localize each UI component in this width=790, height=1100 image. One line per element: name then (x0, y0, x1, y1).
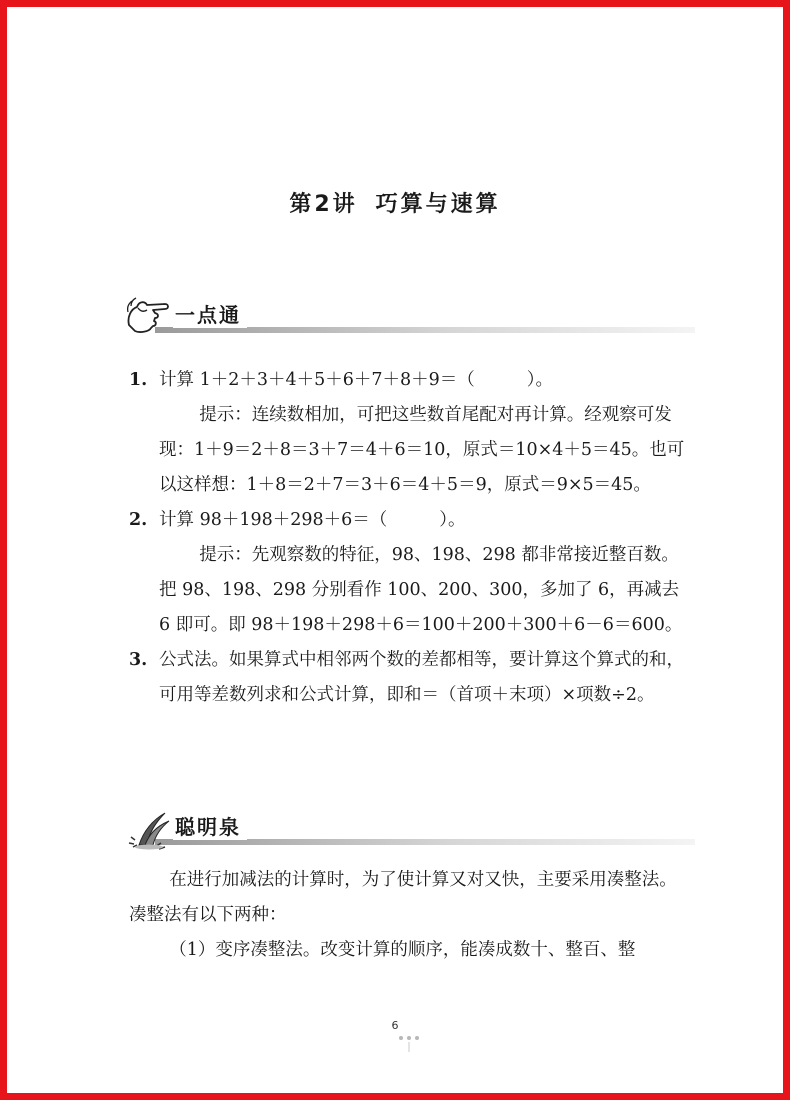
problem-hint: 提示：先观察数的特征，98、198、298 都非常接近整百数。把 98、198、298 分别看作 100、200、300，多加了 6，再减去 6 即可。即 98＋198＋298＋6＝100＋200＋300＋6－6＝600。 (159, 545, 683, 635)
fountain-icon (125, 807, 173, 851)
page-ornament-icon (389, 1034, 429, 1054)
problem-number: 2. (129, 510, 148, 530)
body-paragraph: （1）变序凑整法。改变计算的顺序，能凑成数十、整百、整 (169, 940, 636, 960)
chapter-title (7, 187, 783, 218)
problem-list (129, 363, 689, 713)
body-paragraph: 在进行加减法的计算时，为了使计算又对又快，主要采用凑整法。凑整法有以下两种： (129, 870, 677, 925)
section-label: 一点通 (173, 299, 247, 328)
lecture-title: 巧算与速算 (375, 192, 501, 217)
problem-item-2 (129, 503, 689, 643)
problem-hint: 提示：连续数相加，可把这些数首尾配对再计算。经观察可发现：1＋9＝2＋8＝3＋7＝4＋6＝10，原式＝10×4＋5＝45。也可以这样想：1＋8＝2＋7＝3＋6＝4＋5＝9，原式＝9×5＝45。 (159, 405, 685, 495)
section-label: 聪明泉 (173, 811, 247, 840)
problem-question: 计算 1＋2＋3＋4＋5＋6＋7＋8＋9＝（ ）。 (159, 370, 554, 390)
problem-question: 计算 98＋198＋298＋6＝（ ）。 (159, 510, 466, 530)
section-heading-yidiantong (125, 295, 695, 339)
page-number: 6 (391, 1019, 399, 1032)
problem-text: 公式法。如果算式中相邻两个数的差都相等，要计算这个算式的和，可用等差数列求和公式计算，即和＝（首项＋末项）×项数÷2。 (159, 650, 684, 705)
problem-number: 1. (129, 370, 148, 390)
pointing-hand-icon (125, 295, 173, 337)
problem-number: 3. (129, 650, 148, 670)
lecture-number: 第2讲 (289, 192, 358, 217)
body-text (129, 863, 689, 968)
section-heading-congmingquan (125, 807, 695, 851)
problem-item-3 (129, 643, 689, 713)
problem-item-1 (129, 363, 689, 503)
